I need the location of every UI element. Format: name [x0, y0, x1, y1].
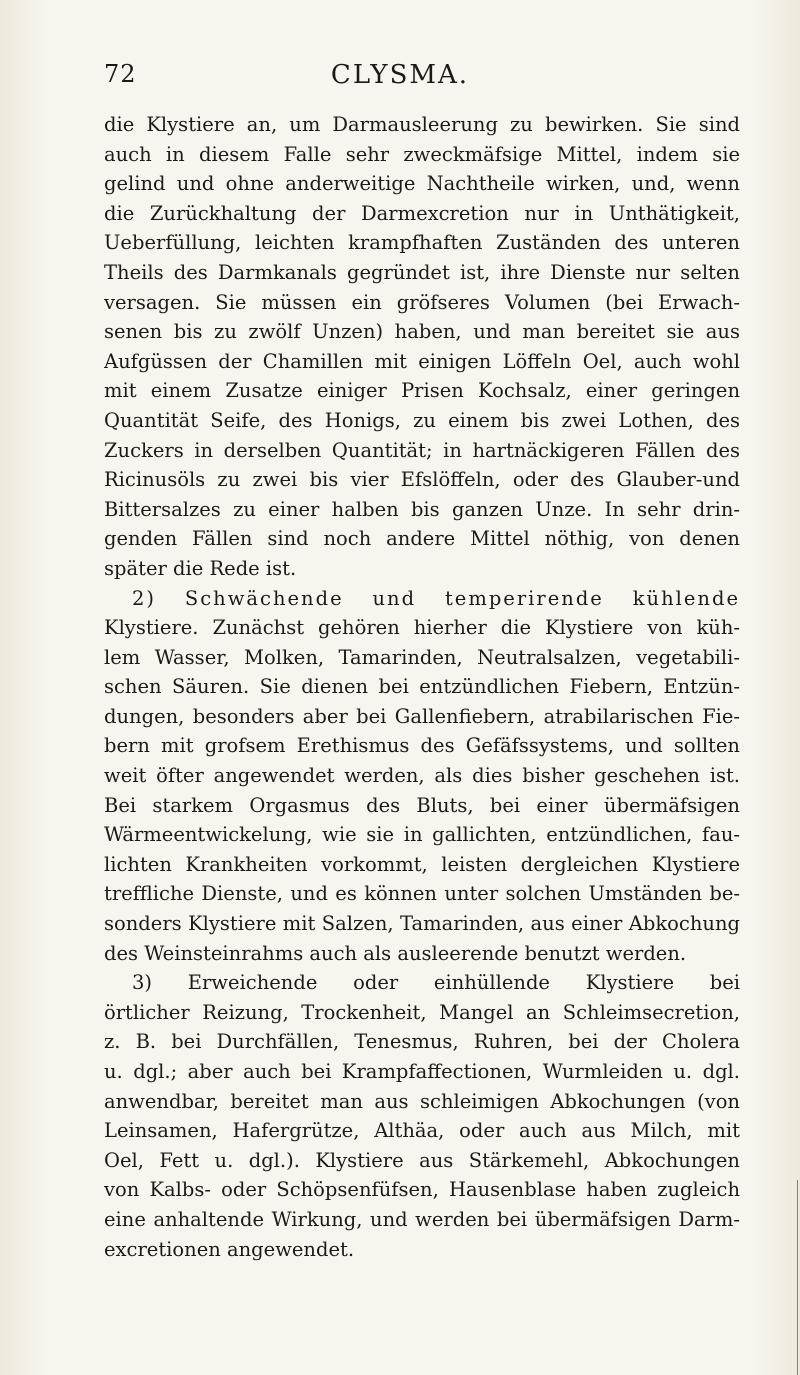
text-line: schen Säuren. Sie dienen bei entzündlichen Fiebern, Entzün-	[104, 675, 740, 699]
running-title: CLYSMA.	[330, 60, 470, 90]
text-line: die Klystiere an, um Darmausleerung zu bewirken. Sie sind	[104, 113, 740, 136]
text-line: Quantität Seife, des Honigs, zu einem bis zwei Lothen, des	[104, 408, 740, 432]
page-header	[0, 60, 800, 100]
page-number: 72	[104, 60, 137, 88]
text-line: eine anhaltende Wirkung, und werden bei übermäfsigen Darm-	[104, 1207, 740, 1231]
text-line: sonders Klystiere mit Salzen, Tamarinden, aus einer Abkochung	[104, 912, 740, 936]
text-line: Leinsamen, Hafergrütze, Althäa, oder auch aus Milch, mit	[104, 1119, 740, 1143]
text-line: Theils des Darmkanals gegründet ist, ihre Dienste nur selten	[104, 260, 740, 284]
text-line: von Kalbs- oder Schöpsenfüfsen, Hausenblase haben zugleich	[104, 1178, 740, 1202]
text-line: des Weinsteinrahms auch als ausleerende benutzt werden.	[104, 941, 687, 965]
text-line: örtlicher Reizung, Trockenheit, Mangel an Schleimsecretion,	[104, 1000, 740, 1024]
text-line: senen bis zu zwölf Unzen) haben, und man bereitet sie aus	[104, 320, 740, 344]
text-line: u. dgl.; aber auch bei Krampfaffectionen, Wurmleiden u. dgl.	[104, 1060, 740, 1083]
text-line: weit öfter angewendet werden, als dies bisher geschehen ist.	[104, 764, 740, 788]
text-line: Bittersalzes zu einer halben bis ganzen Unze. In sehr drin-	[104, 497, 740, 521]
body-text	[104, 110, 740, 1264]
text-line: excretionen angewendet.	[104, 1237, 355, 1261]
section-heading-line: 3) Erweichende oder einhüllende Klystiere bei	[132, 971, 740, 995]
text-line: versagen. Sie müssen ein gröfseres Volumen (bei Erwach-	[104, 290, 740, 314]
text-line: z. B. bei Durchfällen, Tenesmus, Ruhren, bei der Cholera	[104, 1030, 740, 1054]
text-line: Oel, Fett u. dgl.). Klystiere aus Stärkemehl, Abkochungen	[104, 1148, 740, 1172]
text-line: später die Rede ist.	[104, 556, 297, 580]
page-edge-mark	[797, 1180, 798, 1375]
text-line: gelind und ohne anderweitige Nachtheile wirken, und, wenn	[104, 172, 740, 196]
text-line: lichten Krankheiten vorkommt, leisten dergleichen Klystiere	[104, 852, 740, 876]
text-line: genden Fällen sind noch andere Mittel nöthig, von denen	[104, 527, 740, 551]
text-line: anwendbar, bereitet man aus schleimigen Abkochungen (von	[104, 1089, 740, 1113]
text-line: lem Wasser, Molken, Tamarinden, Neutralsalzen, vegetabili-	[104, 645, 740, 669]
text-line: die Zurückhaltung der Darmexcretion nur in Unthätigkeit,	[104, 201, 740, 225]
text-line: Klystiere. Zunächst gehören hierher die Klystiere von küh-	[104, 616, 740, 640]
text-line: bern mit grofsem Erethismus des Gefäfssystems, und sollten	[104, 734, 740, 758]
text-line: auch in diesem Falle sehr zweckmäfsige Mittel, indem sie	[104, 142, 740, 166]
text-line: mit einem Zusatze einiger Prisen Kochsalz, einer geringen	[104, 379, 740, 403]
text-line: Wärmeentwickelung, wie sie in gallichten, entzündlichen, fau-	[104, 823, 740, 847]
text-line: Ricinusöls zu zwei bis vier Efslöffeln, oder des Glauber-und	[104, 468, 740, 492]
text-line: Aufgüssen der Chamillen mit einigen Löffeln Oel, auch wohl	[104, 349, 740, 373]
text-line: treffliche Dienste, und es können unter solchen Umständen be-	[104, 882, 740, 906]
section-heading-line: 2) Schwächende und temperirende kühlende	[132, 586, 740, 610]
text-line: Zuckers in derselben Quantität; in hartnäckigeren Fällen des	[104, 438, 740, 462]
text-line: Bei starkem Orgasmus des Bluts, bei einer übermäfsigen	[104, 793, 740, 817]
text-line: dungen, besonders aber bei Gallenfiebern, atrabilarischen Fie-	[104, 704, 740, 728]
text-line: Ueberfüllung, leichten krampfhaften Zuständen des unteren	[104, 231, 740, 255]
